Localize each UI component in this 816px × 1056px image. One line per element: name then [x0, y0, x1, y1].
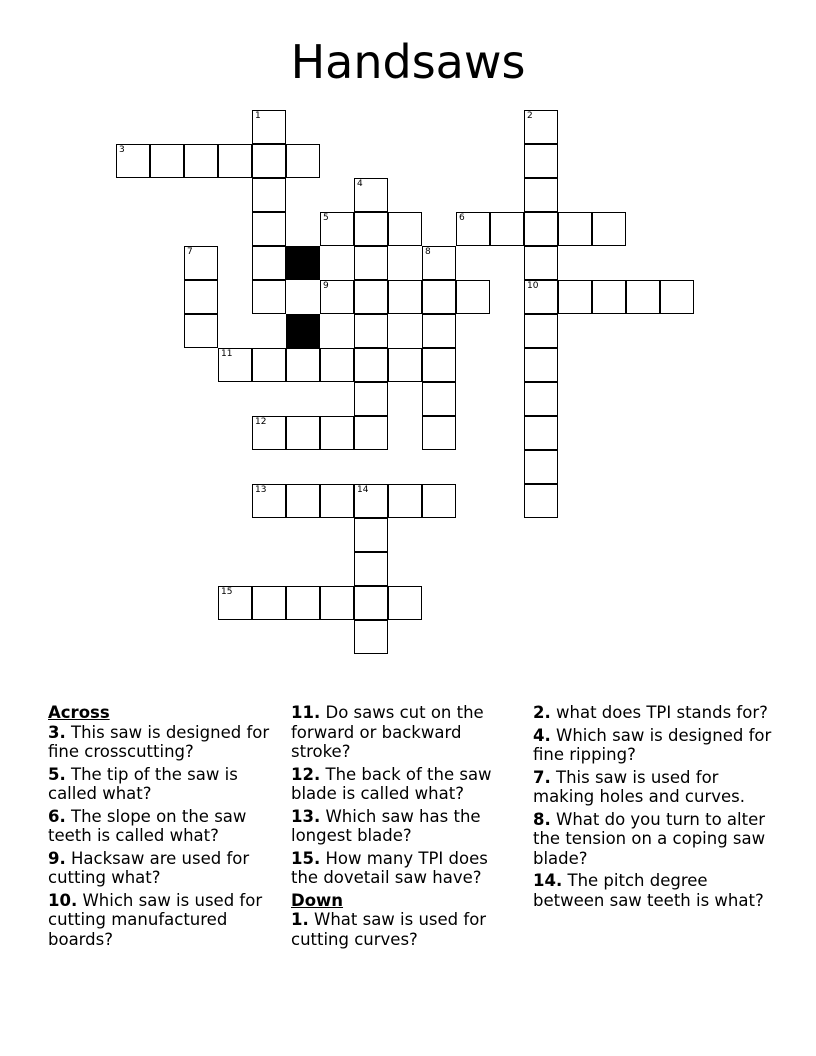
grid-cell[interactable]: [252, 280, 286, 314]
grid-cell[interactable]: [354, 212, 388, 246]
grid-cell[interactable]: [184, 144, 218, 178]
clue-across-3: 3. This saw is designed for fine crosscutting?: [48, 722, 270, 761]
grid-cell[interactable]: [388, 484, 422, 518]
grid-cell[interactable]: [524, 314, 558, 348]
grid-cell[interactable]: [286, 348, 320, 382]
grid-cell[interactable]: [524, 484, 558, 518]
grid-cell[interactable]: [524, 382, 558, 416]
clue-across-5: 5. The tip of the saw is called what?: [48, 764, 238, 803]
grid-cell[interactable]: [422, 280, 456, 314]
grid-cell[interactable]: [354, 484, 388, 518]
clue-number: 2: [527, 111, 533, 121]
grid-cell[interactable]: [320, 484, 354, 518]
clue-number: 6: [459, 213, 465, 223]
clue-across-9: 9. Hacksaw are used for cutting what?: [48, 848, 250, 887]
clue-across-12: 12. The back of the saw blade is called what?: [291, 764, 492, 803]
grid-cell[interactable]: [252, 110, 286, 144]
clue-number: 12: [255, 417, 267, 427]
clue-number: 1: [255, 111, 261, 121]
grid-cell[interactable]: [184, 280, 218, 314]
grid-cell[interactable]: [252, 484, 286, 518]
grid-cell[interactable]: [286, 484, 320, 518]
grid-cell[interactable]: [388, 280, 422, 314]
grid-cell[interactable]: [626, 280, 660, 314]
grid-cell[interactable]: [422, 382, 456, 416]
grid-cell[interactable]: [456, 280, 490, 314]
clue-number: 13: [255, 485, 267, 495]
grid-cell[interactable]: [524, 348, 558, 382]
grid-cell[interactable]: [252, 144, 286, 178]
grid-cell[interactable]: [388, 348, 422, 382]
clue-across-13: 13. Which saw has the longest blade?: [291, 806, 481, 845]
grid-cell[interactable]: [490, 212, 524, 246]
grid-cell[interactable]: [286, 144, 320, 178]
grid-cell[interactable]: [354, 620, 388, 654]
grid-cell[interactable]: [422, 246, 456, 280]
clue-number: 3: [119, 145, 125, 155]
grid-cell[interactable]: [354, 280, 388, 314]
clue-across-6: 6. The slope on the saw teeth is called what?: [48, 806, 247, 845]
grid-cell[interactable]: [388, 586, 422, 620]
grid-cell[interactable]: [184, 314, 218, 348]
grid-cell[interactable]: [286, 416, 320, 450]
clue-number: 14: [357, 485, 369, 495]
black-cell: [286, 314, 320, 348]
grid-cell[interactable]: [524, 178, 558, 212]
grid-cell[interactable]: [252, 586, 286, 620]
grid-cell[interactable]: [354, 586, 388, 620]
clues-column-3: [533, 703, 773, 913]
clue-number: 8: [425, 247, 431, 257]
clues-column-2: [291, 703, 513, 952]
grid-cell[interactable]: [422, 314, 456, 348]
grid-cell[interactable]: [524, 246, 558, 280]
clue-down-1: 1. What saw is used for cutting curves?: [291, 910, 487, 949]
grid-cell[interactable]: [320, 416, 354, 450]
clue-across-11: 11. Do saws cut on the forward or backward stroke?: [291, 703, 484, 761]
grid-cell[interactable]: [354, 518, 388, 552]
grid-cell[interactable]: [592, 280, 626, 314]
grid-cell[interactable]: [252, 246, 286, 280]
grid-cell[interactable]: [218, 348, 252, 382]
grid-cell[interactable]: [252, 212, 286, 246]
clue-number: 5: [323, 213, 329, 223]
grid-cell[interactable]: [354, 178, 388, 212]
grid-cell[interactable]: [286, 586, 320, 620]
clue-down-2: 2. what does TPI stands for?: [533, 703, 768, 722]
grid-cell[interactable]: [660, 280, 694, 314]
grid-cell[interactable]: [252, 416, 286, 450]
puzzle-title: Handsaws: [290, 35, 526, 89]
grid-cell[interactable]: [524, 450, 558, 484]
grid-cell[interactable]: [388, 212, 422, 246]
grid-cell[interactable]: [354, 348, 388, 382]
grid-cell[interactable]: [218, 144, 252, 178]
grid-cell[interactable]: [558, 212, 592, 246]
clue-number: 9: [323, 281, 329, 291]
grid-cell[interactable]: [524, 212, 558, 246]
grid-cell[interactable]: [422, 484, 456, 518]
clue-across-10: 10. Which saw is used for cutting manufactured boards?: [48, 890, 263, 949]
grid-cell[interactable]: [558, 280, 592, 314]
grid-cell[interactable]: [320, 280, 354, 314]
grid-cell[interactable]: [252, 178, 286, 212]
grid-cell[interactable]: [524, 416, 558, 450]
grid-cell[interactable]: [422, 348, 456, 382]
clue-down-7: 7. This saw is used for making holes and curves.: [533, 767, 745, 806]
grid-cell[interactable]: [354, 314, 388, 348]
down-heading: Down: [291, 890, 344, 910]
grid-cell[interactable]: [354, 382, 388, 416]
grid-cell[interactable]: [320, 348, 354, 382]
grid-cell[interactable]: [354, 246, 388, 280]
grid-cell[interactable]: [150, 144, 184, 178]
grid-cell[interactable]: [320, 212, 354, 246]
clues-column-1: [48, 703, 286, 952]
grid-cell[interactable]: [184, 246, 218, 280]
grid-cell[interactable]: [354, 416, 388, 450]
grid-cell[interactable]: [524, 280, 558, 314]
grid-cell[interactable]: [592, 212, 626, 246]
clue-number: 7: [187, 247, 193, 257]
across-heading: Across: [48, 703, 110, 722]
grid-cell[interactable]: [252, 348, 286, 382]
clue-number: 4: [357, 179, 363, 189]
clue-down-8: 8. What do you turn to alter the tension on a coping saw blade?: [533, 809, 766, 868]
clue-number: 10: [527, 281, 539, 291]
clue-number: 15: [221, 587, 233, 597]
black-cell: [286, 246, 320, 280]
grid-cell[interactable]: [218, 586, 252, 620]
clue-across-15: 15. How many TPI does the dovetail saw have?: [291, 848, 488, 887]
grid-cell[interactable]: [116, 144, 150, 178]
grid-cell[interactable]: [524, 144, 558, 178]
grid-cell[interactable]: [320, 586, 354, 620]
clue-down-4: 4. Which saw is designed for fine ripping?: [533, 725, 772, 764]
clue-number: 11: [221, 349, 233, 359]
grid-cell[interactable]: [524, 110, 558, 144]
grid-cell[interactable]: [354, 552, 388, 586]
grid-cell[interactable]: [456, 212, 490, 246]
grid-cell[interactable]: [422, 416, 456, 450]
clue-down-14: 14. The pitch degree between saw teeth is what?: [533, 871, 764, 910]
